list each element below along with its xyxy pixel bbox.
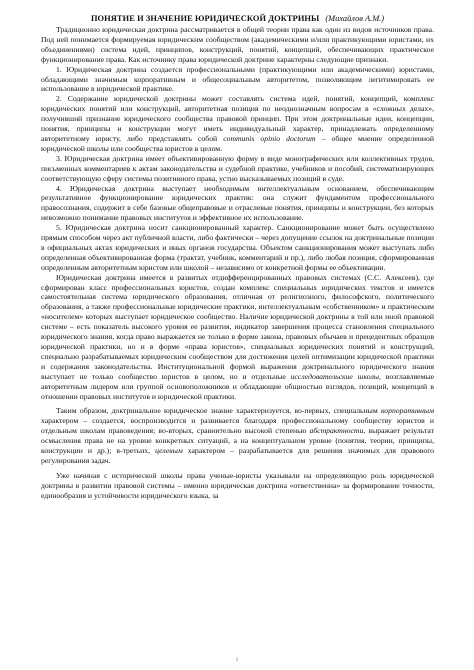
paragraph-feature-2 [41, 94, 434, 153]
paragraph-summary-text-a: Таким образом, доктринальное юридическое знание характеризуется, во-первых, специальным [56, 406, 378, 416]
paragraph-summary-text-d: характером – разрабатывается для решения значимых для правового регулирования задач. [41, 446, 435, 465]
paragraph-intro: Традиционно юридическая доктрина рассматривается в общей теории права как один из видов источников права. Под ней понимается формируемая юридическим сообществом (академическими и/или практикующими юристами, их объединениями) система идей, принципов, конструкций, понятий, концепций, обеспечивающих практическое функционирование права. Как источнику права юридической доктрине характерны следующие признаки. [41, 25, 434, 64]
paragraph-feature-2-text-a: 2. Содержание юридической доктрины может составлять система идей, понятий, концепций, комплекс юридических понятий или конструкций, авторитетная позиция по неоднозначным вопросам в «сложных делах», получивший признание юридического сообщества правовой принцип. При этом доктринальные идеи, концепции, понятия, принципы и конструкции могут иметь индивидуальный характер, принадлежать определенному авторитетному юристу, либо представлять собой [41, 94, 434, 143]
paragraph-feature-3: 3. Юридическая доктрина имеет объективированную форму в виде монографических или коллективных трудов, письменных комментариев к актам законодательства и судебной практике, учебников и пособий, систематизирующих соответствующую сферу системы позитивного права, устно высказываемых позиций в суде. [41, 153, 434, 183]
paragraph-feature-5: 5. Юридическая доктрина носит санкционированный характер. Санкционирование может быть осуществлено прямым способом через акт публичной власти, либо фактически – через допущение ссылок на доктринальные позиции в официальных актах юридических и иных органов государства. Объектом санкционирования может выступать либо определенная объективированная форма (трактат, учебник, комментарий и пр.), либо любая позиция, сформированная определенным авторитетным юристом или школой – независимо от конкретной формы ее объективации. [41, 223, 434, 272]
document-body [41, 25, 434, 501]
paragraph-summary-text-b: характером – создается, воспроизводится и развивается благодаря профессиональному сообществу юристов и отдельным школам правоведения; во-вторых, сравнительно высокой степенью [41, 416, 434, 436]
paragraph-summary-text-c: выражает результат осмысления права не на уровне конкретных ситуаций, а на концептуальном уровне (понятия, теории, принципы, конструкции и др.); в-третьих, [41, 426, 435, 456]
paragraph-feature-1: 1. Юридическая доктрина создается профессиональными (практикующими или академическими) юристами, обладающими значимым корпоративным и общесоциальным авторитетом, позволяющим легитимировать ее использование в юридической практике. [41, 64, 434, 94]
author-text: (Михайлов А.М.) [325, 14, 385, 23]
title-text: ПОНЯТИЕ И ЗНАЧЕНИЕ ЮРИДИЧЕСКОЙ ДОКТРИНЫ [90, 14, 320, 23]
paragraph-historical-school: Уже начиная с исторической школы права ученые-юристы указывали на определяющую роль юридической доктрины в развитии правовой системы – именно юридическая доктрина «ответственна» за формирование точности, единообразия и устойчивости юридического языка, за [41, 470, 434, 500]
page-number: 1 [235, 658, 239, 663]
paragraph-summary [41, 406, 434, 465]
paragraph-legal-systems-text-a: Юридическая доктрина имеется в развитых отдифференцированных правовых системах (С.С. Алексеев), где сформирован класс профессиональных юристов, создан комплекс специальных юридических текстов и имеется самостоятельная система юридического образования, отличная от религиозного, философского, политического образования, а также профессиональные юридические практики, интеллектуальным «собственником» и практическим «носителем» которых выступает юридическое сообщество. Наличие юридической доктрины в той или иной правовой системе – есть показатель высокого уровня ее развития, индикатор завершения процесса становления специального юридического знания, когда право выражается не только в форме закона, правовых обычаев и прецедентных образцов юридической практики, но и в форме «права юристов», специальных юридических понятий и конструкций, специально разрабатываемых юридическим сообществом для достижения целей оптимизации юридической практики и содержания законодательства. Институциональной формой выражения доктринального юридического знания выступает не только сообщество юристов в целом, но и отдельные [41, 272, 434, 381]
paragraph-legal-systems [41, 273, 434, 402]
purpose-term: целевым [155, 446, 183, 456]
document-title [41, 13, 434, 24]
abstractness-term: абстрактности, [309, 426, 366, 436]
paragraph-feature-4: 4. Юридическая доктрина выступает необходимым интеллектуальным основанием, обеспечивающим результативное функционирование юридических практик: она служит фундаментом профессионального правосознания, содержит в себе базовые общеправовые и отраслевые понятия, принципы и конструкции, без которых невозможно понимание правовых институтов и эффективное их использование. [41, 183, 434, 223]
paragraph-feature-2-text-b: – общее мнение определенной юридической школы или сообщества юристов в целом. [41, 133, 434, 153]
latin-phrase: communis opinio doctorum [223, 133, 316, 143]
corporate-term: корпоративным [380, 406, 434, 416]
paragraph-legal-systems-text-b: возглавляемые авторитетным лидером или группой основоположников и обладающие общностью взглядов, позиций, концепций в отношении правовых институтов и юридической практики. [41, 371, 435, 401]
research-schools-phrase: исследовательские школы, [290, 371, 381, 381]
